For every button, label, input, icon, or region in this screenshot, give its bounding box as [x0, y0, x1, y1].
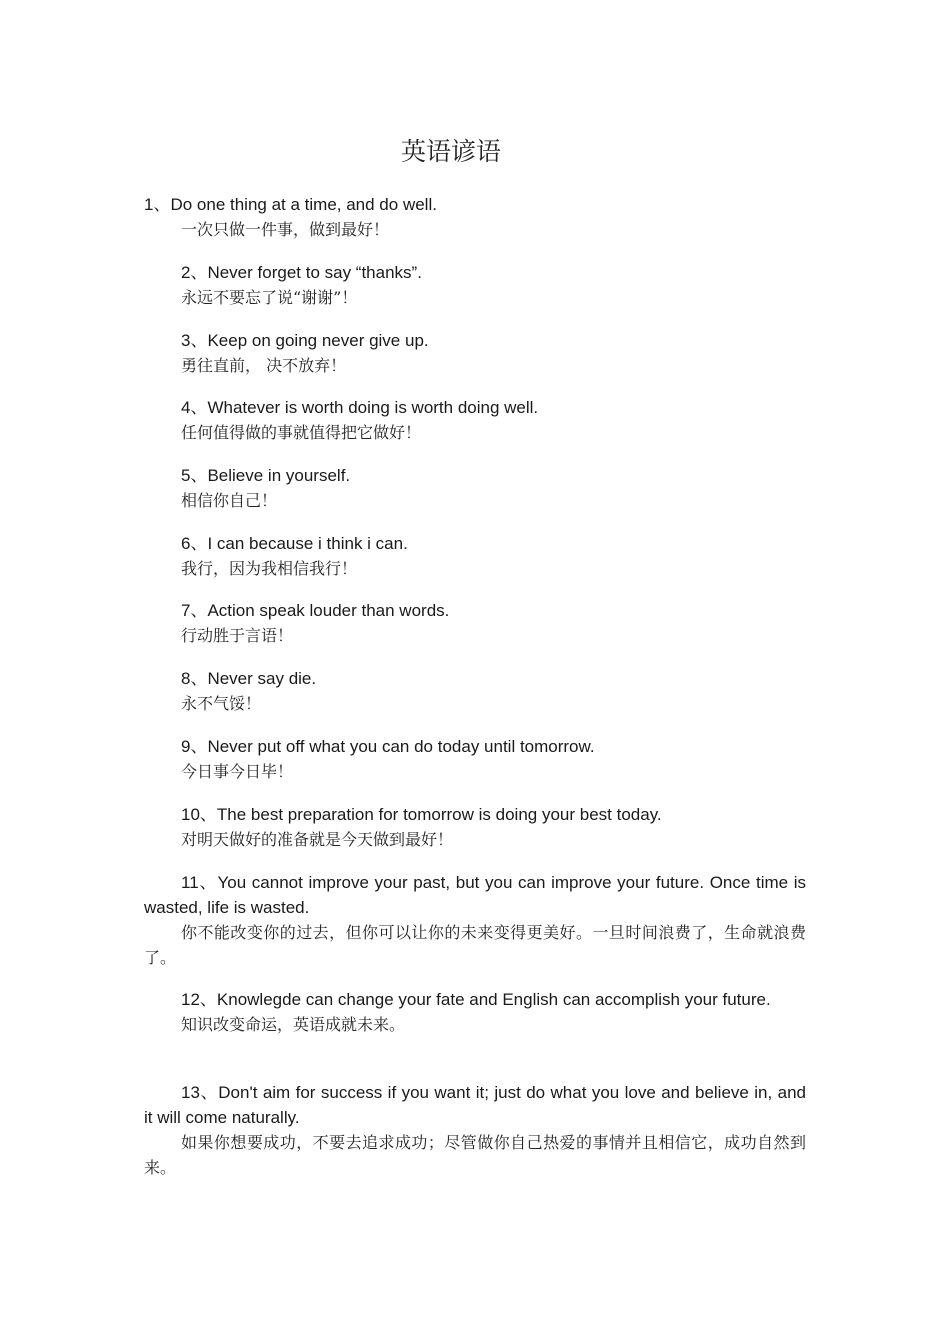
proverb-item: [144, 463, 806, 513]
proverb-english: 10、The best preparation for tomorrow is doing your best today.: [181, 805, 662, 824]
proverb-english: 1、Do one thing at a time, and do well.: [144, 195, 437, 214]
proverb-chinese: 我行，因为我相信我行！: [181, 559, 358, 578]
proverb-english: 11、You cannot improve your past, but you can improve your future. Once time is wasted, life is wasted.: [144, 873, 806, 917]
proverb-english: 4、Whatever is worth doing is worth doing well.: [181, 398, 539, 417]
proverb-english: 5、Believe in yourself.: [181, 466, 351, 485]
proverb-chinese: 今日事今日毕！: [181, 762, 294, 781]
proverb-item: [144, 1080, 806, 1180]
proverb-chinese: 行动胜于言语！: [181, 626, 294, 645]
proverb-item: [144, 734, 806, 784]
proverb-chinese: 永远不要忘了说“谢谢”！: [181, 288, 358, 307]
proverb-item: [144, 987, 806, 1037]
proverb-item: [144, 870, 806, 970]
proverb-item: [144, 328, 806, 378]
proverb-item: [144, 666, 806, 716]
proverb-english: 12、Knowlegde can change your fate and English can accomplish your future.: [181, 990, 771, 1009]
proverb-chinese: 如果你想要成功，不要去追求成功；尽管做你自己热爱的事情并且相信它，成功自然到来。: [144, 1133, 806, 1177]
proverb-chinese: 一次只做一件事，做到最好！: [181, 220, 390, 239]
proverb-english: 8、Never say die.: [181, 669, 317, 688]
proverb-item: [144, 802, 806, 852]
proverb-chinese: 任何值得做的事就值得把它做好！: [181, 423, 422, 442]
proverb-english: 9、Never put off what you can do today until tomorrow.: [181, 737, 595, 756]
proverb-english: 6、I can because i think i can.: [181, 534, 408, 553]
proverb-english: 13、Don't aim for success if you want it; just do what you love and believe in, and it will come naturally.: [144, 1083, 806, 1127]
proverb-item: [144, 192, 806, 242]
proverb-english: 2、Never forget to say “thanks”.: [181, 263, 422, 282]
proverb-chinese: 永不气馁！: [181, 694, 262, 713]
proverb-item: [144, 260, 806, 310]
proverb-chinese: 相信你自己！: [181, 491, 278, 510]
proverb-english: 7、Action speak louder than words.: [181, 601, 450, 620]
proverb-chinese: 对明天做好的准备就是今天做到最好！: [181, 830, 454, 849]
proverb-item: [144, 598, 806, 648]
proverb-chinese: 知识改变命运，英语成就未来。: [181, 1015, 406, 1034]
proverb-chinese: 你不能改变你的过去，但你可以让你的未来变得更美好。一旦时间浪费了，生命就浪费了。: [144, 923, 806, 967]
page-title: 英语谚语: [400, 137, 501, 166]
proverb-chinese: 勇往直前， 决不放弃！: [181, 356, 347, 375]
proverb-english: 3、Keep on going never give up.: [181, 331, 429, 350]
proverb-item: [144, 395, 806, 445]
proverb-item: [144, 531, 806, 581]
